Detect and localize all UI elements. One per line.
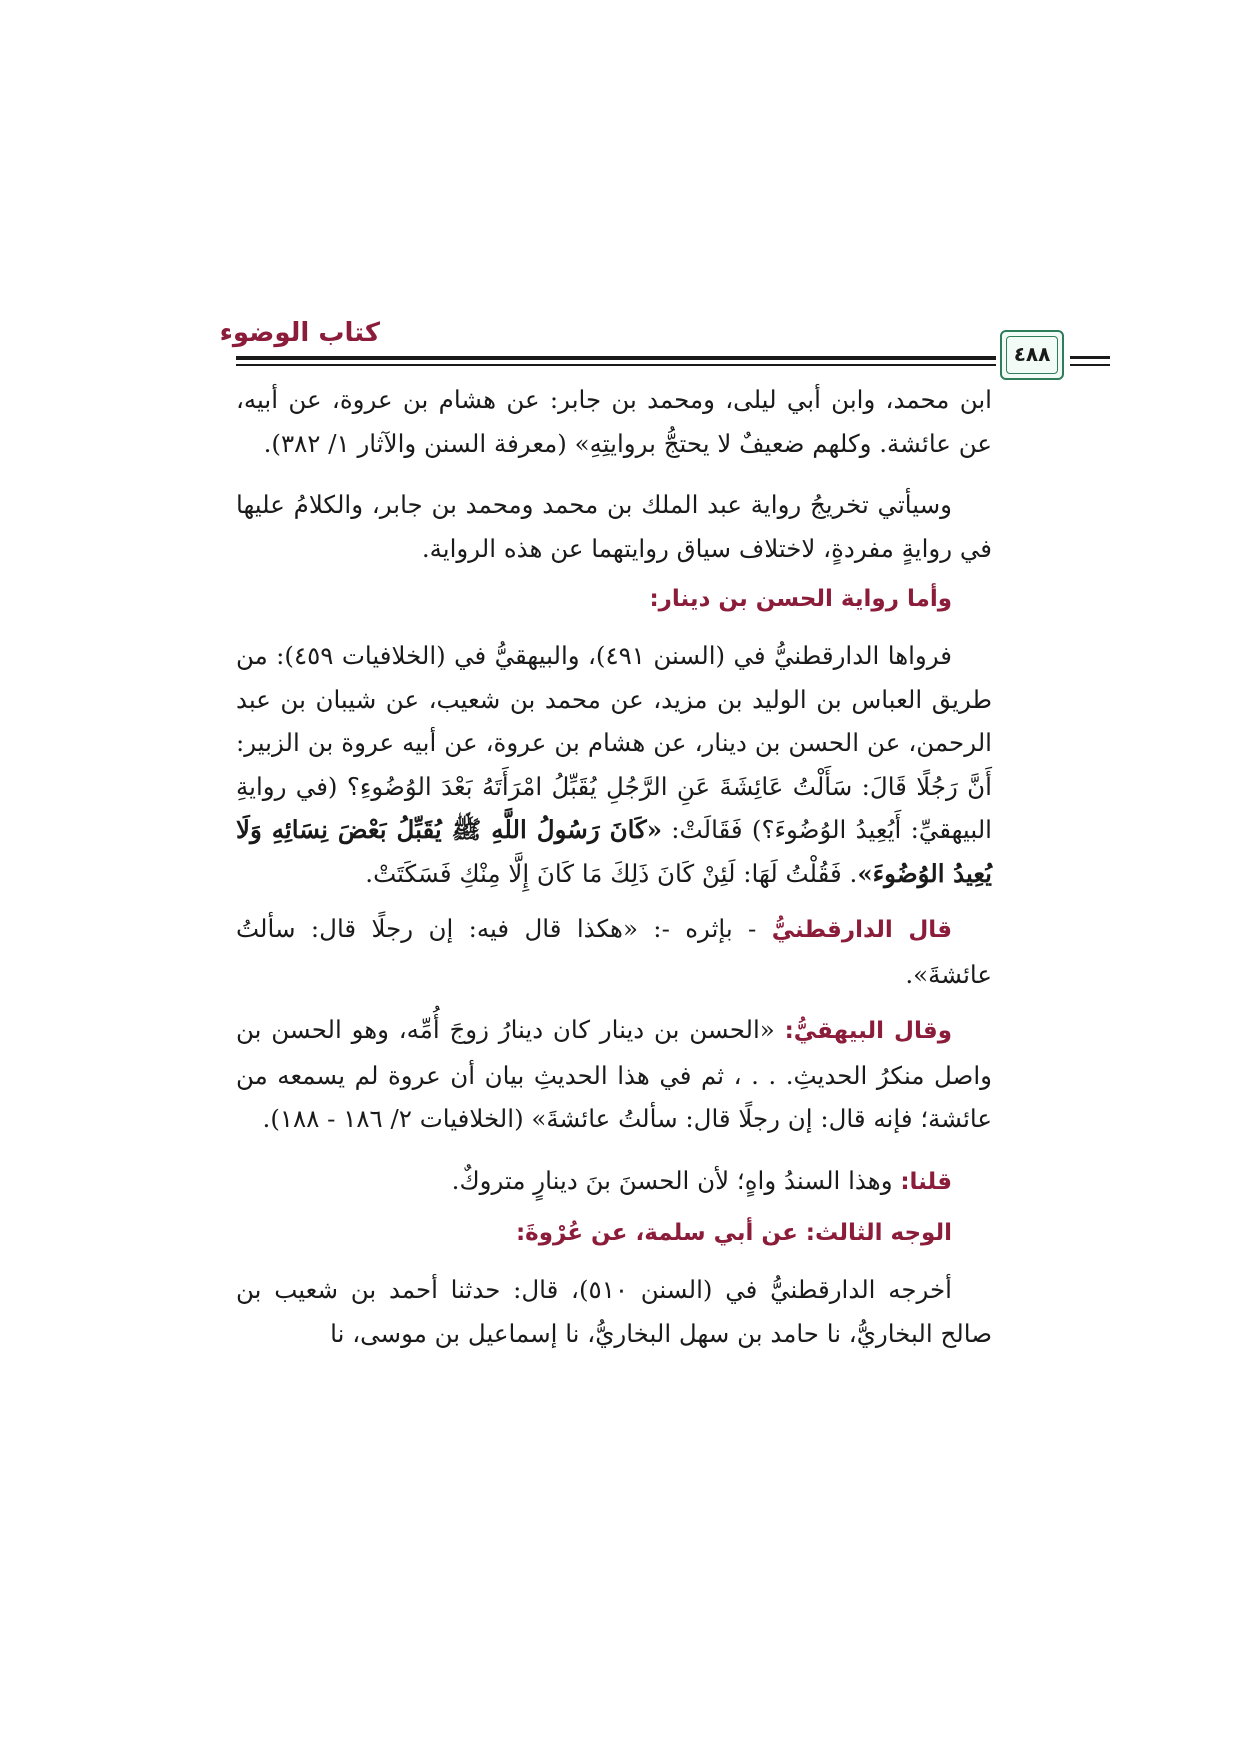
- book-title: كتاب الوضوء: [219, 318, 380, 348]
- paragraph-6-text: وهذا السندُ واهٍ؛ لأن الحسنَ بنَ دينارٍ متروكٌ.: [451, 1165, 901, 1195]
- paragraph-5: [236, 1008, 992, 1141]
- paragraph-1: ابن محمد، وابن أبي ليلى، ومحمد بن جابر: عن هشام بن عروة، عن أبيه، عن عائشة. وكلهم ضعيفٌ لا يحتجُّ بروايتِهِ» (معرفة السنن والآثار ١/ ٣٨٢).: [236, 385, 992, 458]
- paragraph-5-text: «الحسن بن دينار كان دينارُ زوجَ أُمِّه، وهو الحسن بن واصل منكرُ الحديثِ. . . ، ثم في هذا الحديثِ بيان أن عروة لم يسمعه من عائشة؛ فإنه قال: إن رجلًا قال: سألتُ عائشةَ» (الخلافيات ٢/ ١٨٦ - ١٨٨).: [236, 1015, 992, 1133]
- paragraph-4-text: - بإثره -: «هكذا قال فيه: إن رجلًا قال: سألتُ عائشةَ».: [236, 914, 992, 989]
- header-rule: [236, 356, 996, 360]
- paragraph-3-end: . فَقُلْتُ لَهَا: لَئِنْ كَانَ ذَلِكَ مَا كَانَ إِلَّا مِنْكِ فَسَكَتَتْ.: [365, 858, 858, 888]
- header-rule-short-thin: [1070, 364, 1110, 366]
- page-number: ٤٨٨: [1013, 342, 1051, 366]
- page-body: [236, 378, 992, 1355]
- paragraph-3: [236, 634, 992, 895]
- bayhaqi-label: وقال البيهقيُّ:: [784, 1018, 952, 1044]
- section-heading-third: الوجه الثالث: عن أبي سلمة، عن عُرْوةَ:: [515, 1220, 952, 1246]
- daraqutni-label: قال الدارقطنيُّ: [771, 917, 952, 943]
- paragraph-2: وسيأتي تخريجُ رواية عبد الملك بن محمد ومحمد بن جابر، والكلامُ عليها في روايةٍ مفردةٍ، لاختلاف سياق روايتهما عن هذه الرواية.: [236, 490, 992, 563]
- header-rule-short: [1070, 356, 1110, 359]
- paragraph-7: أخرجه الدارقطنيُّ في (السنن ٥١٠)، قال: حدثنا أحمد بن شعيب بن صالح البخاريُّ، نا حامد بن سهل البخاريُّ، نا إسماعيل بن موسى، نا: [236, 1275, 992, 1348]
- paragraph-4: [236, 907, 992, 996]
- section-heading-hasan: وأما رواية الحسن بن دينار:: [649, 586, 952, 612]
- hadith-quote: «كَانَ رَسُولُ اللَّهِ ﷺ يُقَبِّلُ بَعْضَ نِسَائِهِ وَلَا يُعِيدُ الوُضُوءَ»: [236, 815, 992, 888]
- paragraph-3-text: فرواها الدارقطنيُّ في (السنن ٤٩١)، والبيهقيُّ في (الخلافيات ٤٥٩): من طريق العباس بن الوليد بن مزيد، عن محمد بن شعيب، عن شيبان بن عبد الرحمن، عن الحسن بن دينار، عن هشام بن عروة، عن أبيه عروة بن الزبير: أَنَّ رَجُلًا قَالَ: سَأَلْتُ عَائِشَةَ عَنِ الرَّجُلِ يُقَبِّلُ امْرَأَتَهُ بَعْدَ الوُضُوءِ؟ (في روايةِ البيهقيِّ: أَيُعِيدُ الوُضُوءَ؟) فَقَالَتْ:: [236, 641, 992, 844]
- paragraph-6: [236, 1159, 992, 1205]
- qulna-label: قلنا:: [900, 1168, 952, 1195]
- header-rule-thin: [236, 364, 996, 366]
- page-number-badge: [1000, 330, 1064, 380]
